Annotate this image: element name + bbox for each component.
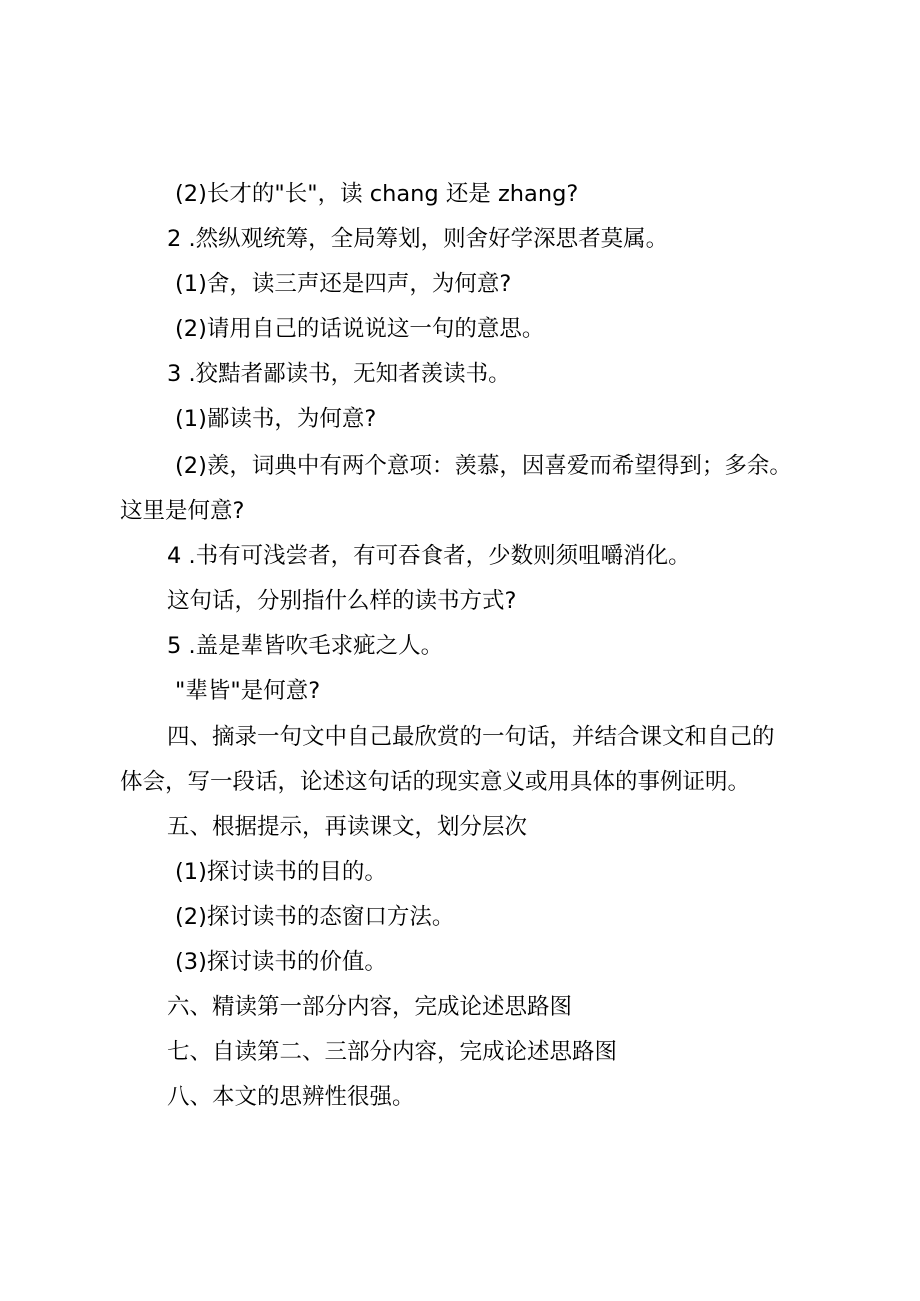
text-line-11: 5 .盖是辈皆吹毛求疵之人。 <box>167 633 444 659</box>
text-line-3: (1)舍，读三声还是四声，为何意? <box>175 271 512 297</box>
text-line-12: "辈皆"是何意? <box>175 678 321 704</box>
text-line-7: (2)羡，词典中有两个意项：羡慕，因喜爱而希望得到；多余。 <box>175 453 792 479</box>
text-line-8: 这里是何意? <box>120 498 245 524</box>
text-line-10: 这句话，分别指什么样的读书方式? <box>167 588 517 614</box>
text-line-21: 八、本文的思辨性很强。 <box>167 1084 415 1110</box>
text-line-17: (2)探讨读书的态窗口方法。 <box>175 904 455 930</box>
text-line-16: (1)探讨读书的目的。 <box>175 859 387 885</box>
text-line-20: 七、自读第二、三部分内容，完成论述思路图 <box>167 1039 618 1065</box>
text-line-19: 六、精读第一部分内容，完成论述思路图 <box>167 994 573 1020</box>
text-line-2: 2 .然纵观统筹，全局筹划，则舍好学深思者莫属。 <box>167 226 669 252</box>
text-line-13: 四、摘录一句文中自己最欣赏的一句话，并结合课文和自己的 <box>167 724 775 750</box>
text-line-4: (2)请用自己的话说说这一句的意思。 <box>175 316 545 342</box>
text-line-5: 3 .狡黠者鄙读书，无知者羡读书。 <box>167 361 511 387</box>
text-line-1: (2)长才的"长"，读 chang 还是 zhang? <box>175 181 579 207</box>
text-line-9: 4 .书有可浅尝者，有可吞食者，少数则须咀嚼消化。 <box>167 543 691 569</box>
text-line-18: (3)探讨读书的价值。 <box>175 949 387 975</box>
text-line-15: 五、根据提示，再读课文，划分层次 <box>167 814 528 840</box>
text-line-14: 体会，写一段话，论述这句话的现实意义或用具体的事例证明。 <box>120 769 751 795</box>
text-line-6: (1)鄙读书，为何意? <box>175 406 377 432</box>
